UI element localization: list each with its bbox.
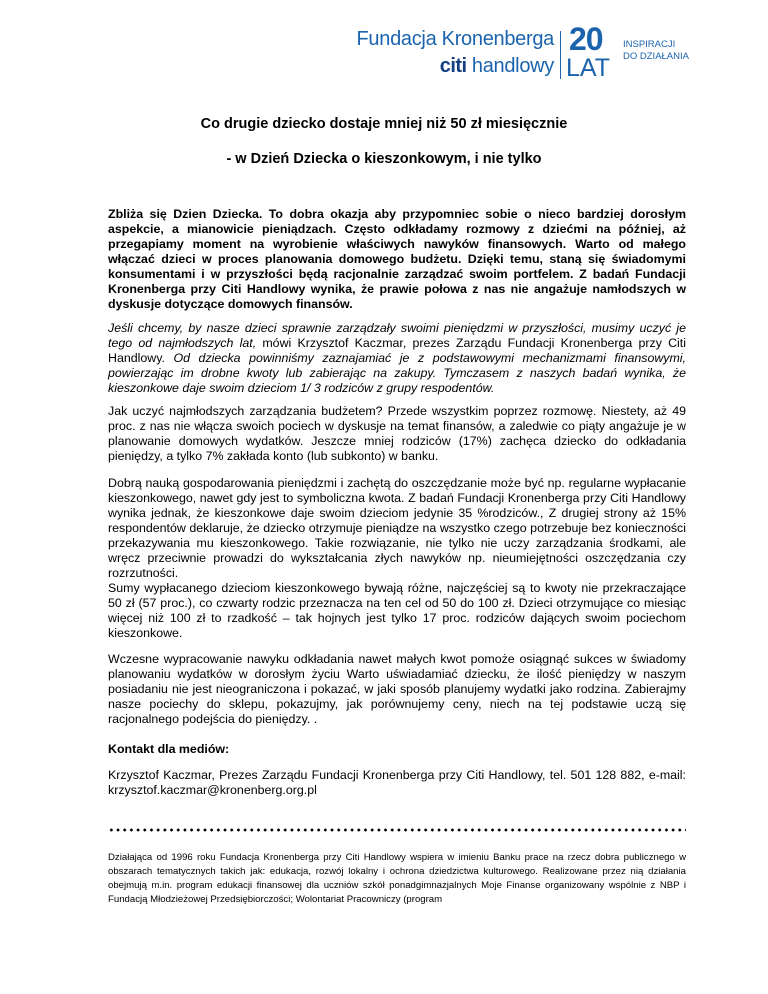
logo-divider — [560, 31, 561, 79]
quote-part1: Jeśli chcemy, by nasze dzieci sprawnie zarządzały swoimi pieniędzmi w przyszłości, musimy uczyć je tego od najmłodszych lat, — [108, 321, 686, 350]
contact-text: Krzysztof Kaczmar, Prezes Zarządu Fundacji Kronenberga przy Citi Handlowy, tel. 501 128 882, e-mail: krzysztof.kaczmar@kronenberg.org.pl — [108, 768, 686, 797]
body-paragraph-2: Dobrą nauką gospodarowania pieniędzmi i zachętą do oszczędzanie może być np. regularne wypłacanie kieszonkowego, nawet gdy jest to symboliczna kwota. Z badań Fundacji Kronenberga przy Citi Handlowy wynika jednak, że kieszonkowe daje swoim dzieciom jedynie 35 %rodziców., Z drugiej strony aż 15% respondentów deklaruje, że dziecko otrzymuje pieniądze na wszystko czego potrzebuje bez konieczności przekazywania mu kieszonkowego. Takie rozwiązanie, nie tylko nie uczy zarządzania środkami, ale wręcz przeciwnie prowadzi do wykształcania złych nawyków np. nieumiejętności oszczędzania czy rozrzutności. — [108, 476, 686, 580]
logo-bank — [440, 54, 554, 78]
lead-paragraph: Zbliża się Dzien Dziecka. To dobra okazja aby przypomniec sobie o nieco bardziej dorosłym aspekcie, a mianowicie pieniądzach. Często odkładamy rozmowy z dziećmi na później, aż przegapiamy moment na wyrobienie właściwych nawyków finansowych. Warto od małego włączać dzieci w proces planowania domowego budżetu. Dzięki temu, staną się świadomymi konsumentami i w przyszłości będą racjonalnie zarządzać swoim portfelem. Z badań Fundacji Kronenberga przy Citi Handlowy wynika, że prawie połowa z nas nie angażuje namłodszych w dyskusje dotyczące domowych finansów. — [108, 207, 686, 311]
quote-attribution: mówi Krzysztof Kaczmar, prezes Zarządu Fundacji Kronenberga przy Citi Handlowy. — [108, 336, 686, 365]
document-subtitle: - w Dzień Dziecka o kieszonkowym, i nie tylko — [226, 151, 542, 167]
quote-part2: Od dziecka powinniśmy zaznajamiać je z podstawowymi mechanizmami finansowymi, powierzając im drobne kwoty lub zabierając na zakupy. Tymczasem z naszych badań wynika, że kieszonkowe daje swoim dzieciom 1/ 3 rodziców z grupy respodentów. — [108, 351, 686, 395]
logo-org-name: Fundacja Kronenberga — [356, 28, 554, 50]
quote-paragraph — [108, 321, 686, 396]
citi-logo-icon: citi — [439, 55, 467, 77]
foundation-logo — [356, 21, 706, 82]
logo-bank-name: handlowy — [471, 55, 554, 77]
logo-anniversary-number: 20 — [569, 21, 603, 57]
body-paragraph-1: Jak uczyć najmłodszych zarządzania budżetem? Przede wszystkim poprzez rozmowę. Niestety, aż 49 proc. z nas nie włącza swoich pociech w dyskusje na temat finansów, a zaledwie co piąty angażuje je w planowanie domowych wydatków. Jeszcze mniej rodziców (17%) zachęca dziecko do odkładania pieniędzy, a tylko 7% zakłada konto (lub subkonto) w banku. — [108, 404, 686, 463]
contact-heading: Kontakt dla mediów: — [108, 742, 230, 756]
dotted-separator — [108, 828, 686, 832]
logo-anniversary-unit: LAT — [566, 54, 610, 82]
logo-tagline-line2: DO DZIAŁANIA — [623, 51, 689, 62]
logo-tagline-line1: INSPIRACJI — [623, 39, 676, 50]
logo-tagline — [623, 39, 689, 63]
body-paragraph-4: Wczesne wypracowanie nawyku odkładania nawet małych kwot pomoże osiągnąć sukces w świadomy planowaniu wydatków w dorosłym życiu Warto uświadamiać dziecku, że ilość pieniędzy w naszym posiadaniu nie jest nieograniczona i pokazać, w jaki sposób planujemy wydatki jako rodzina. Zabierajmy nasze pociechy do sklepu, pokazujmy, jak porównujemy ceny, niech na tej podstawie uczą się racjonalnego podejścia do pieniędzy. . — [108, 652, 686, 726]
document-title: Co drugie dziecko dostaje mniej niż 50 zł miesięcznie — [200, 116, 568, 132]
footer-note: Działająca od 1996 roku Fundacja Kronenberga przy Citi Handlowy wspiera w imieniu Banku prace na rzecz dobra publicznego w obszarach tematycznych takich jak: edukacja, rozwój lokalny i ochrona dziedzictwa kulturowego. Realizowane przez nią działania obejmują m.in. program edukacji finansowej dla uczniów szkół ponadgimnazjalnych Moje Finanse organizowany wspólnie z NBP i Fundacją Młodzieżowej Przedsiębiorczości; Wolontariat Pracowniczy (program — [108, 852, 686, 905]
body-paragraph-3: Sumy wypłacanego dzieciom kieszonkowego bywają różne, najczęściej są to kwoty nie przekraczające 50 zł (57 proc.), co czwarty rodzic przeznacza na ten cel od 50 do 100 zł. Dzieci otrzymujące co miesiąc więcej niż 100 zł to rzadkość – tak hojnych jest tylko 17 proc. rodziców dających swoim pociechom kieszonkowe. — [108, 581, 686, 640]
